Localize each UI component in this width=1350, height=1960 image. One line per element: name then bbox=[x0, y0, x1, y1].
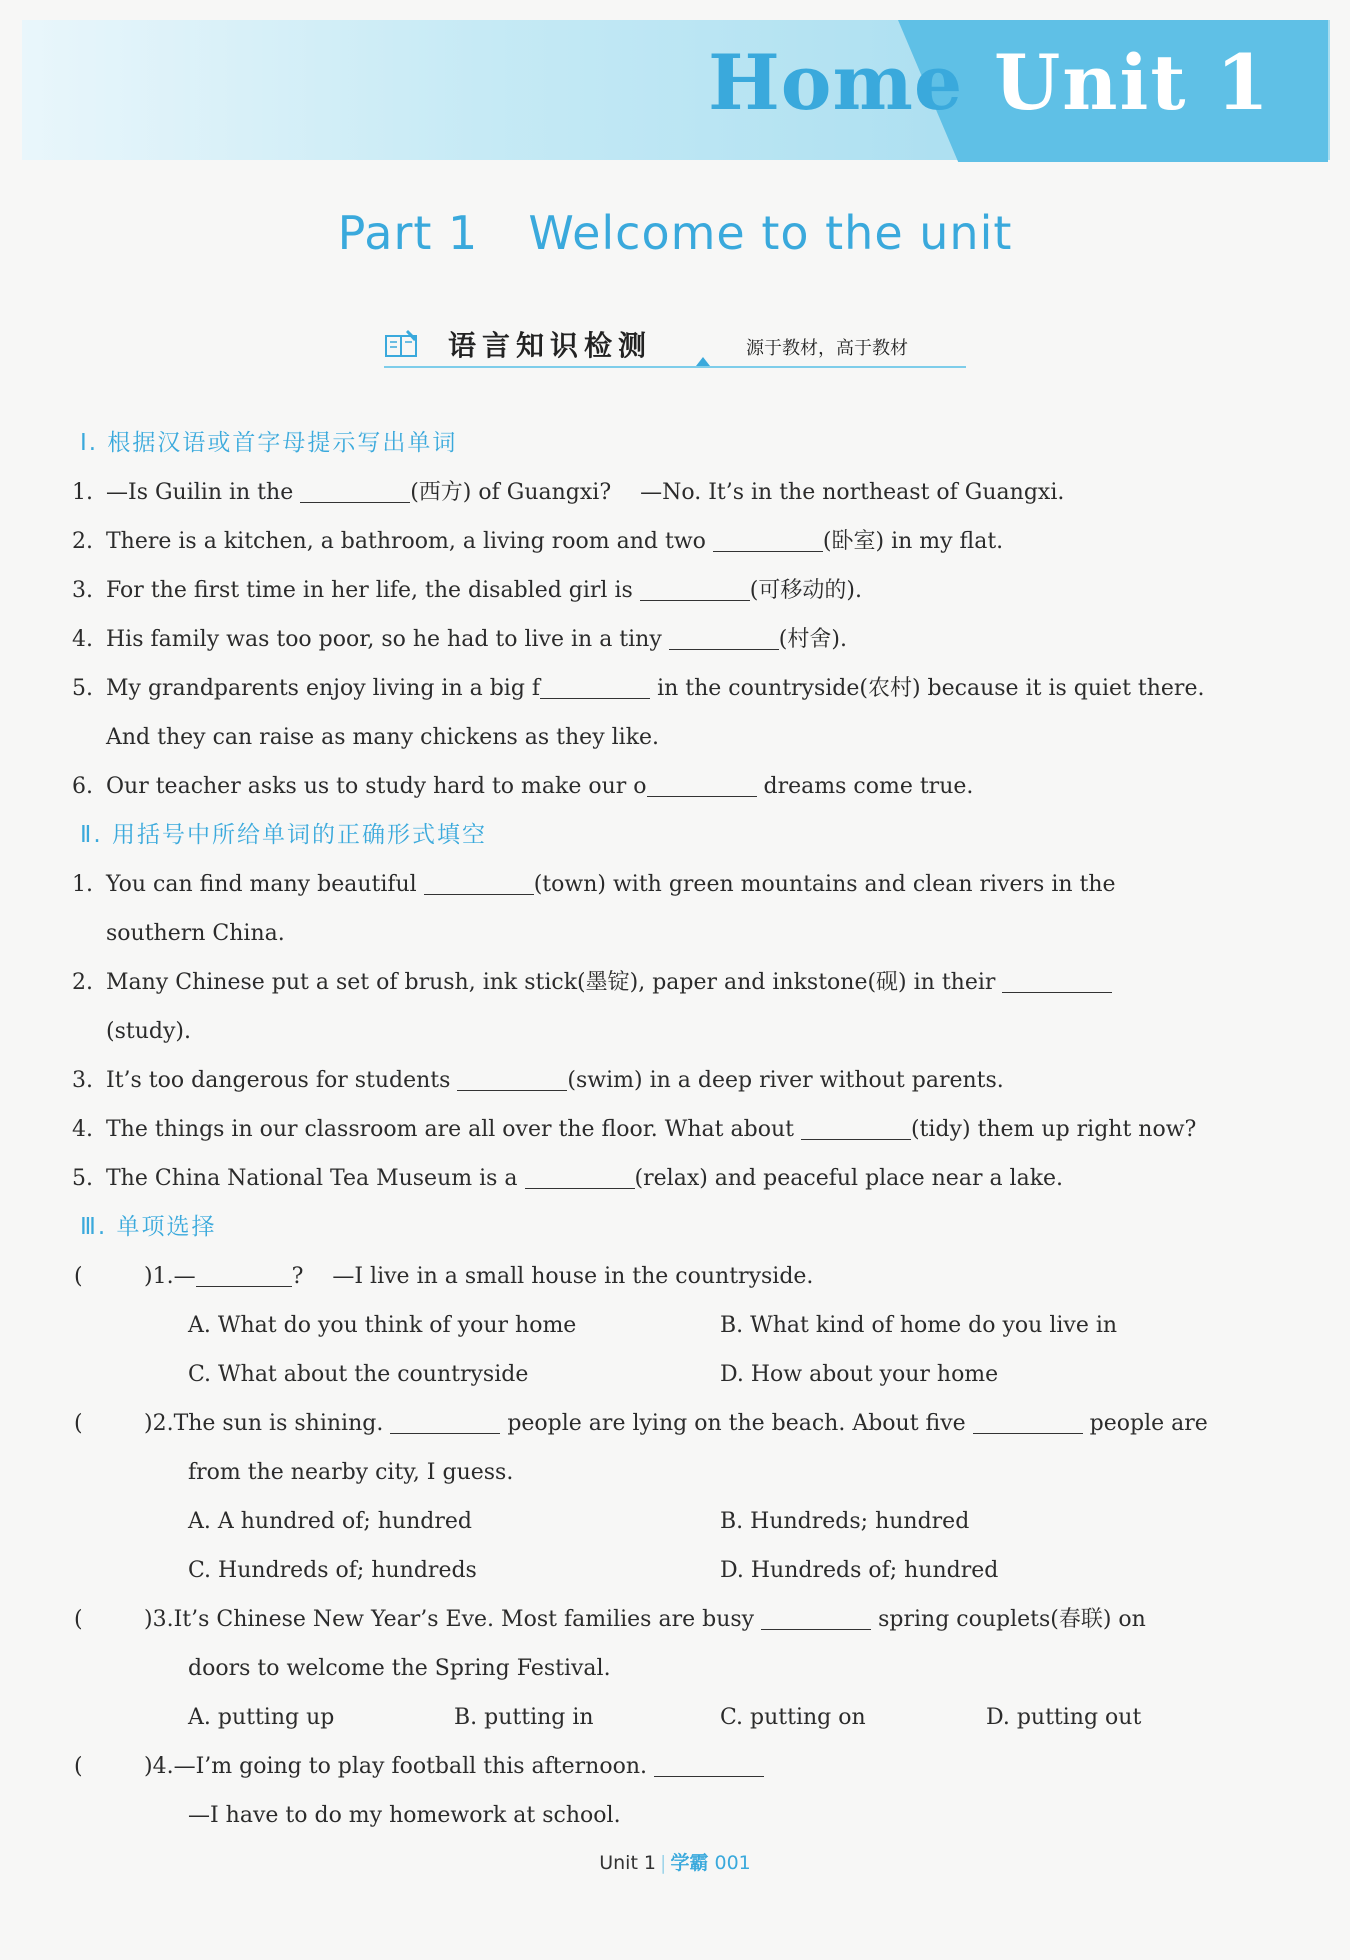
banner-unit-title: Unit 1 bbox=[994, 38, 1271, 127]
section-header-subtitle: 源于教材，高于教材 bbox=[746, 338, 908, 359]
answer-blank[interactable] bbox=[525, 1166, 635, 1189]
s2-question-3: 3. It’s too dangerous for students (swim) in a deep river without parents. bbox=[72, 1068, 1004, 1093]
header-underline bbox=[384, 366, 966, 368]
answer-blank[interactable] bbox=[540, 676, 650, 699]
answer-blank[interactable] bbox=[713, 529, 823, 552]
s3-q3-option-a[interactable]: A. putting up bbox=[188, 1705, 335, 1730]
answer-blank[interactable] bbox=[669, 627, 779, 650]
s3-question-4-cont: —I have to do my homework at school. bbox=[188, 1803, 621, 1828]
answer-blank[interactable] bbox=[647, 774, 757, 797]
s3-q2-option-d[interactable]: D. Hundreds of; hundred bbox=[720, 1558, 999, 1583]
s1-question-1: 1. —Is Guilin in the (西方) of Guangxi? —No. It’s in the northeast of Guangxi. bbox=[72, 480, 1065, 505]
s3-question-3-cont: doors to welcome the Spring Festival. bbox=[188, 1656, 611, 1681]
s3-q2-option-c[interactable]: C. Hundreds of; hundreds bbox=[188, 1558, 477, 1583]
answer-blank[interactable] bbox=[973, 1411, 1083, 1434]
answer-blank[interactable] bbox=[390, 1411, 500, 1434]
s3-question-4: )4.—I’m going to play football this afternoon. bbox=[144, 1752, 1278, 1782]
s1-question-4: 4. His family was too poor, so he had to live in a tiny (村舍). bbox=[72, 627, 847, 652]
answer-blank[interactable] bbox=[801, 1117, 911, 1140]
s3-q3-option-b[interactable]: B. putting in bbox=[454, 1705, 594, 1730]
answer-blank[interactable] bbox=[1002, 970, 1112, 993]
s3-q2-option-b[interactable]: B. Hundreds; hundred bbox=[720, 1509, 970, 1534]
s2-question-2: 2. Many Chinese put a set of brush, ink stick(墨锭), paper and inkstone(砚) in their bbox=[72, 968, 1278, 998]
footer-brand: 学霸 bbox=[670, 1852, 709, 1874]
answer-blank[interactable] bbox=[196, 1264, 292, 1287]
s1-question-3: 3. For the first time in her life, the disabled girl is (可移动的). bbox=[72, 578, 862, 603]
answer-paren[interactable]: ( bbox=[74, 1264, 83, 1289]
s3-question-2: )2.The sun is shining. people are lying on the beach. About five people are bbox=[144, 1411, 1208, 1436]
s3-q3-option-c[interactable]: C. putting on bbox=[720, 1705, 866, 1730]
s2-question-4: 4. The things in our classroom are all over the floor. What about (tidy) them up right now? bbox=[72, 1117, 1197, 1142]
part-name: Welcome to the unit bbox=[528, 206, 1013, 260]
page-footer bbox=[0, 1848, 1350, 1875]
s3-q3-option-d[interactable]: D. putting out bbox=[986, 1705, 1142, 1730]
s2-question-1: 1. You can find many beautiful (town) with green mountains and clean rivers in the bbox=[72, 872, 1116, 897]
header-triangle-marker bbox=[696, 357, 710, 366]
answer-blank[interactable] bbox=[640, 578, 750, 601]
s3-question-2-cont: from the nearby city, I guess. bbox=[188, 1460, 514, 1485]
s2-question-1-cont: southern China. bbox=[106, 921, 285, 946]
answer-blank[interactable] bbox=[654, 1754, 764, 1777]
answer-blank[interactable] bbox=[761, 1607, 871, 1630]
s2-question-2-cont: (study). bbox=[106, 1019, 191, 1044]
s1-question-2: 2. There is a kitchen, a bathroom, a living room and two (卧室) in my flat. bbox=[72, 529, 1004, 554]
s2-question-5: 5. The China National Tea Museum is a (relax) and peaceful place near a lake. bbox=[72, 1166, 1064, 1191]
answer-blank[interactable] bbox=[300, 480, 410, 503]
s3-q1-option-c[interactable]: C. What about the countryside bbox=[188, 1362, 529, 1387]
s1-question-5-cont: And they can raise as many chickens as they like. bbox=[106, 725, 660, 750]
s3-q1-option-a[interactable]: A. What do you think of your home bbox=[188, 1313, 577, 1338]
section-header-title: 语言知识检测 bbox=[448, 329, 653, 362]
part-title bbox=[0, 206, 1350, 260]
answer-paren[interactable]: ( bbox=[74, 1754, 83, 1779]
answer-blank[interactable] bbox=[424, 872, 534, 895]
answer-paren[interactable]: ( bbox=[74, 1411, 83, 1436]
s1-question-5: 5. My grandparents enjoy living in a big f in the countryside(农村) because it is quiet there. bbox=[72, 676, 1205, 701]
section-2-heading: Ⅱ. 用括号中所给单词的正确形式填空 bbox=[80, 822, 487, 848]
answer-paren[interactable]: ( bbox=[74, 1607, 83, 1632]
banner-home-title: Home bbox=[708, 38, 964, 127]
footer-unit: Unit 1 bbox=[599, 1852, 657, 1874]
part-number: Part 1 bbox=[337, 206, 479, 260]
answer-blank[interactable] bbox=[457, 1068, 567, 1091]
footer-separator: | bbox=[660, 1852, 667, 1874]
section-3-heading: Ⅲ. 单项选择 bbox=[80, 1214, 217, 1240]
s3-question-1: )1.— ? —I live in a small house in the countryside. bbox=[144, 1264, 814, 1289]
s3-question-3: )3.It’s Chinese New Year’s Eve. Most families are busy spring couplets(春联) on bbox=[144, 1607, 1146, 1632]
page-number: 001 bbox=[714, 1852, 751, 1874]
book-icon bbox=[384, 328, 420, 358]
section-header bbox=[384, 322, 966, 368]
s3-q1-option-d[interactable]: D. How about your home bbox=[720, 1362, 999, 1387]
s3-q2-option-a[interactable]: A. A hundred of; hundred bbox=[188, 1509, 472, 1534]
s3-q1-option-b[interactable]: B. What kind of home do you live in bbox=[720, 1313, 1118, 1338]
s1-question-6: 6. Our teacher asks us to study hard to make our o dreams come true. bbox=[72, 774, 974, 799]
section-1-heading: Ⅰ. 根据汉语或首字母提示写出单词 bbox=[80, 430, 458, 456]
